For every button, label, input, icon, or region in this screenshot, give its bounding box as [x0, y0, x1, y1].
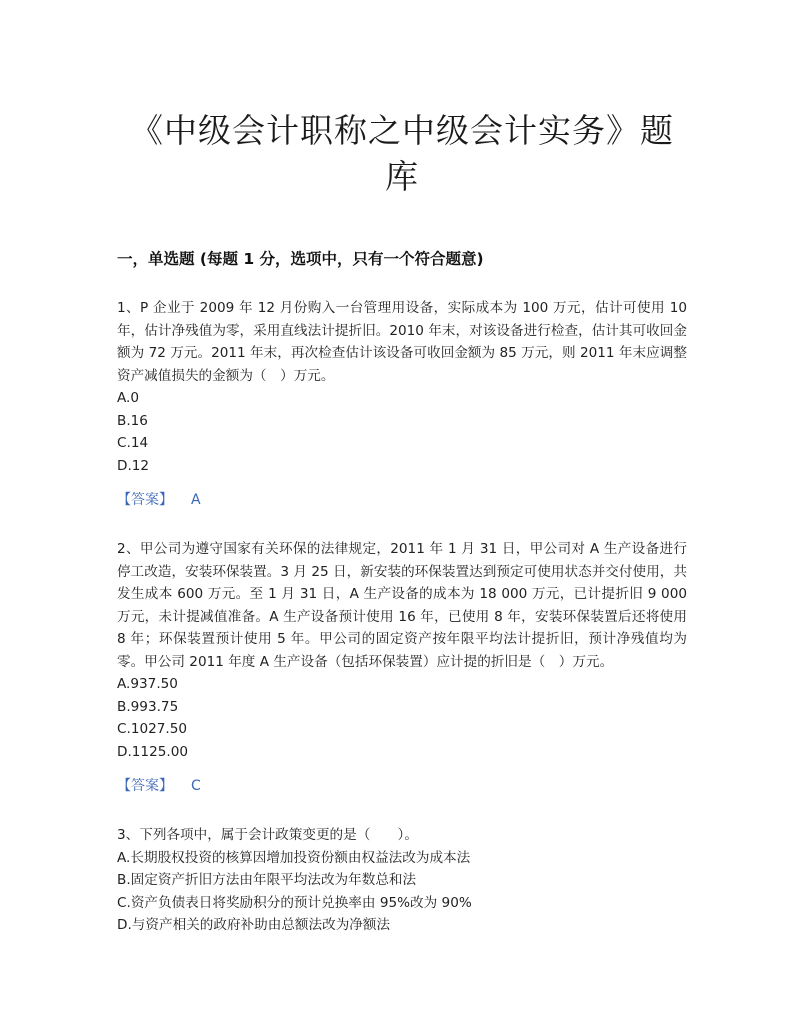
option-d: D.12	[117, 457, 150, 474]
option-d: D.1125.00	[117, 743, 189, 760]
question-1	[117, 297, 687, 511]
answer-value: A	[191, 492, 201, 508]
answer-value: C	[191, 778, 201, 794]
option-a: A.937.50	[117, 676, 178, 692]
question-3	[117, 824, 687, 937]
section-heading: 一，单选题 (每题 1 分，选项中，只有一个符合题意)	[117, 250, 484, 268]
answer-line	[117, 775, 687, 797]
option-c: C.14	[117, 435, 149, 451]
question-2	[117, 538, 687, 797]
option-a: A.0	[117, 390, 140, 406]
option-d: D.与资产相关的政府补助由总额法改为净额法	[117, 917, 391, 933]
option-a: A.长期股权投资的核算因增加投资份额由权益法改为成本法	[117, 849, 471, 866]
document-page	[117, 0, 687, 937]
option-c: C.资产负债表日将奖励积分的预计兑换率由 95%改为 90%	[117, 894, 472, 911]
option-b: B.固定资产折旧方法由年限平均法改为年数总和法	[117, 872, 417, 888]
option-c: C.1027.50	[117, 721, 188, 737]
answer-label: 【答案】	[117, 492, 173, 508]
option-b: B.16	[117, 412, 148, 429]
document-title: 《中级会计职称之中级会计实务》题库	[130, 111, 674, 196]
question-text: 1、P 企业于 2009 年 12 月份购入一台管理用设备，实际成本为 100 万元，估计可使用 10 年，估计净残值为零，采用直线法计提折旧。2010 年末，对该设备进行检查，估计其可收回金额为 72 万元。2011 年末，再次检查估计该设备可收回金额为 85 万元，则 2011 年末应调整资产减值损失的金额为（ ）万元。	[117, 300, 687, 384]
option-b: B.993.75	[117, 698, 179, 715]
question-text: 2、甲公司为遵守国家有关环保的法律规定，2011 年 1 月 31 日，甲公司对 A 生产设备进行停工改造，安装环保装置。3 月 25 日，新安装的环保装置达到预定可使用状态并交付使用，共发生成本 600 万元。至 1 月 31 日，A 生产设备的成本为 18 000 万元，已计提折旧 9 000 万元，未计提减值准备。A 生产设备预计使用 16 年，已使用 8 年，安装环保装置后还将使用 8 年；环保装置预计使用 5 年。甲公司的固定资产按年限平均法计提折旧，预计净残值均为零。甲公司 2011 年度 A 生产设备（包括环保装置）应计提的折旧是（ ）万元。	[117, 541, 687, 670]
question-text: 3、下列各项中，属于会计政策变更的是（ ）。	[117, 827, 418, 843]
answer-label: 【答案】	[117, 778, 173, 794]
answer-line	[117, 489, 687, 511]
